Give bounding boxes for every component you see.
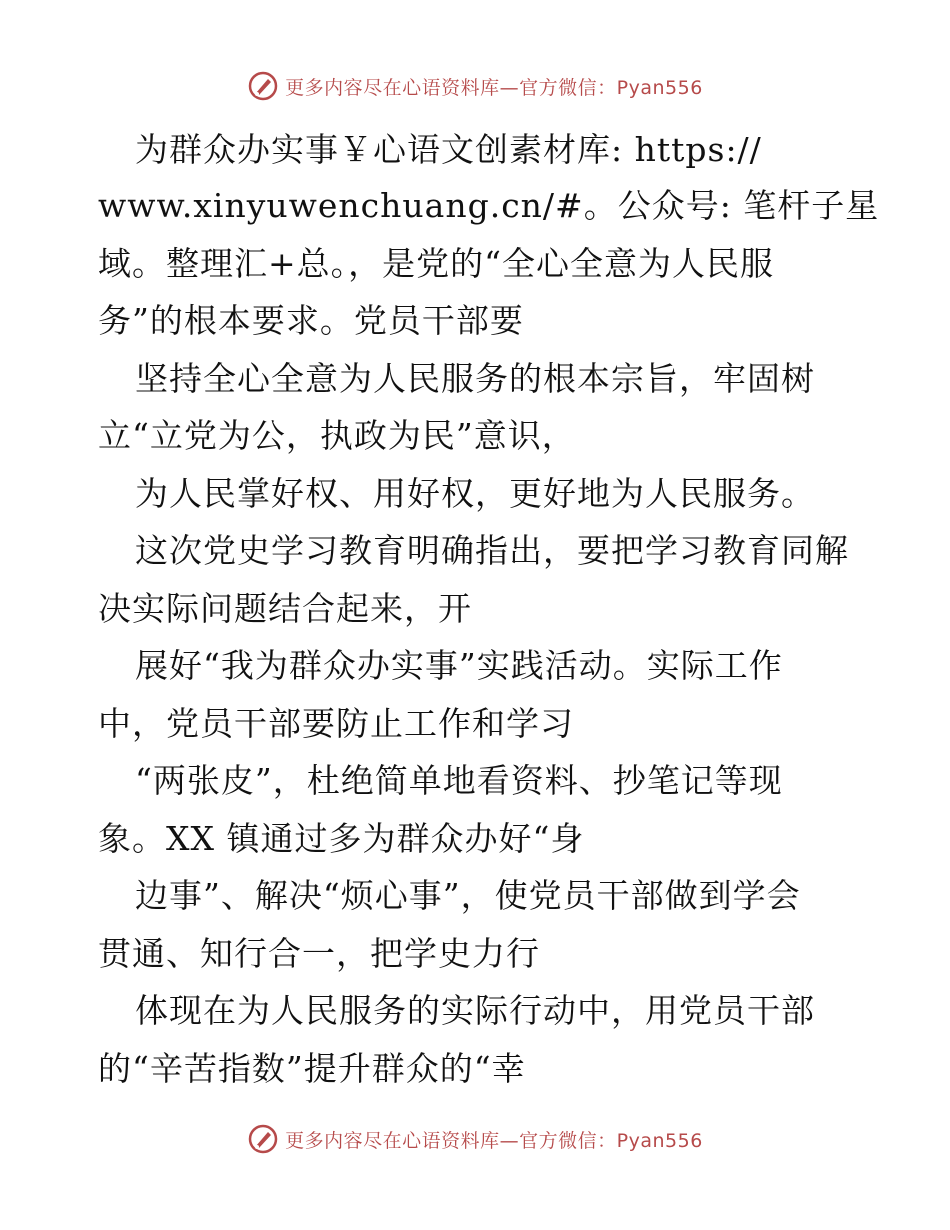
text-line: 立“立党为公，执政为民”意识， xyxy=(98,416,576,455)
text-line: 边事”、解决“烦心事”，使党员干部做到学会 xyxy=(135,876,801,915)
text-line: 域。整理汇+总。，是党的“全心全意为人民服 xyxy=(98,244,775,283)
text-line: 的“辛苦指数”提升群众的“幸 xyxy=(98,1049,526,1088)
text-line: www.xinyuwenchuang.cn/#。公众号: 笔杆子星 xyxy=(98,186,880,225)
text-line: 中，党员干部要防止工作和学习 xyxy=(98,704,574,743)
watermark-text: 更多内容尽在心语资料库—官方微信：Pyan556 xyxy=(285,1129,703,1152)
text-line: 务”的根本要求。党员干部要 xyxy=(98,301,524,340)
text-line: 这次党史学习教育明确指出，要把学习教育同解 xyxy=(135,531,849,570)
text-line: 展好“我为群众办实事”实践活动。实际工作 xyxy=(135,646,783,685)
text-line: “两张皮”，杜绝简单地看资料、抄笔记等现 xyxy=(135,761,783,800)
text-line: 体现在为人民服务的实际行动中，用党员干部 xyxy=(135,991,815,1030)
text-line: 为人民掌好权、用好权，更好地为人民服务。 xyxy=(135,474,815,513)
text-line: 为群众办实事￥心语文创素材库: https:// xyxy=(135,130,762,169)
pen-logo-icon xyxy=(247,1123,279,1155)
text-line: 象。XX 镇通过多为群众办好“身 xyxy=(98,819,585,858)
watermark-text: 更多内容尽在心语资料库—官方微信：Pyan556 xyxy=(285,76,703,99)
footer-watermark xyxy=(0,1123,950,1155)
text-line: 坚持全心全意为人民服务的根本宗旨，牢固树 xyxy=(135,359,815,398)
text-line: 贯通、知行合一，把学史力行 xyxy=(98,934,540,973)
text-line: 决实际问题结合起来，开 xyxy=(98,589,472,628)
